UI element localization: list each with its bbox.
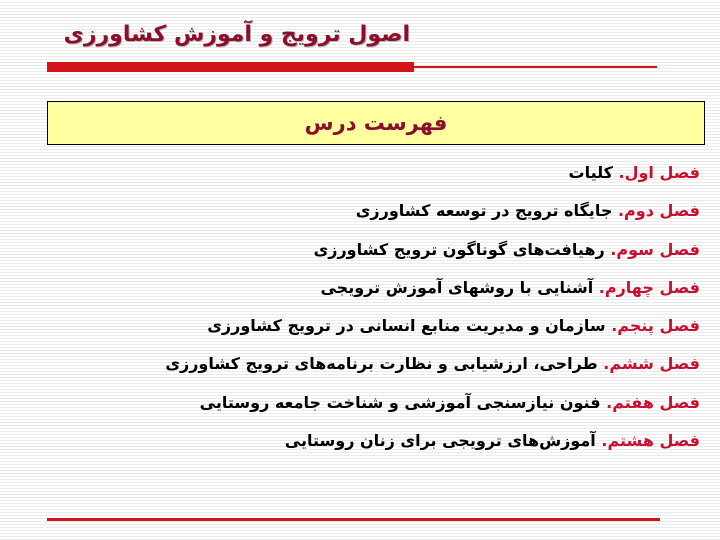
chapter-item [20,192,700,230]
chapter-title: جایگاه ترویج در توسعه کشاورزی [355,201,613,221]
chapter-label: فصل چهارم. [598,277,700,297]
chapter-title: آموزش‌های ترویجی برای زنان روستایی [284,431,596,451]
chapter-item [20,231,700,269]
chapter-title: کلیات [568,163,613,182]
toc-heading: فهرست درس [304,111,448,135]
chapter-item [20,154,700,192]
chapter-item [20,384,700,422]
chapter-item [20,307,700,345]
title-underline-thick [47,62,414,72]
chapter-label: فصل ششم. [603,354,700,374]
chapter-label: فصل پنجم. [611,316,700,336]
chapter-label: فصل هفتم. [606,392,700,412]
chapter-label: فصل هشتم. [601,431,700,451]
bottom-divider [47,518,660,521]
chapter-label: فصل اول. [618,163,700,182]
chapter-label: فصل سوم. [610,239,700,259]
chapter-list [20,154,700,460]
chapter-title: سازمان و مدیریت منابع انسانی در ترویج کشاورزی [207,316,606,336]
chapter-title: فنون نیازسنجی آموزشی و شناخت جامعه روستایی [199,392,601,412]
slide-title: اصول ترویج و آموزش کشاورزی [63,22,410,47]
chapter-item [20,269,700,307]
chapter-title: رهیافت‌های گوناگون ترویج کشاورزی [313,239,605,259]
toc-heading-box [47,101,705,145]
chapter-title: آشنایی با روشهای آموزش ترویجی [320,277,594,297]
chapter-label: فصل دوم. [617,201,700,221]
title-underline-thin [414,66,657,68]
chapter-title: طراحی، ارزشیابی و نظارت برنامه‌های ترویج کشاورزی [165,354,598,374]
chapter-item [20,422,700,460]
chapter-item [20,345,700,383]
